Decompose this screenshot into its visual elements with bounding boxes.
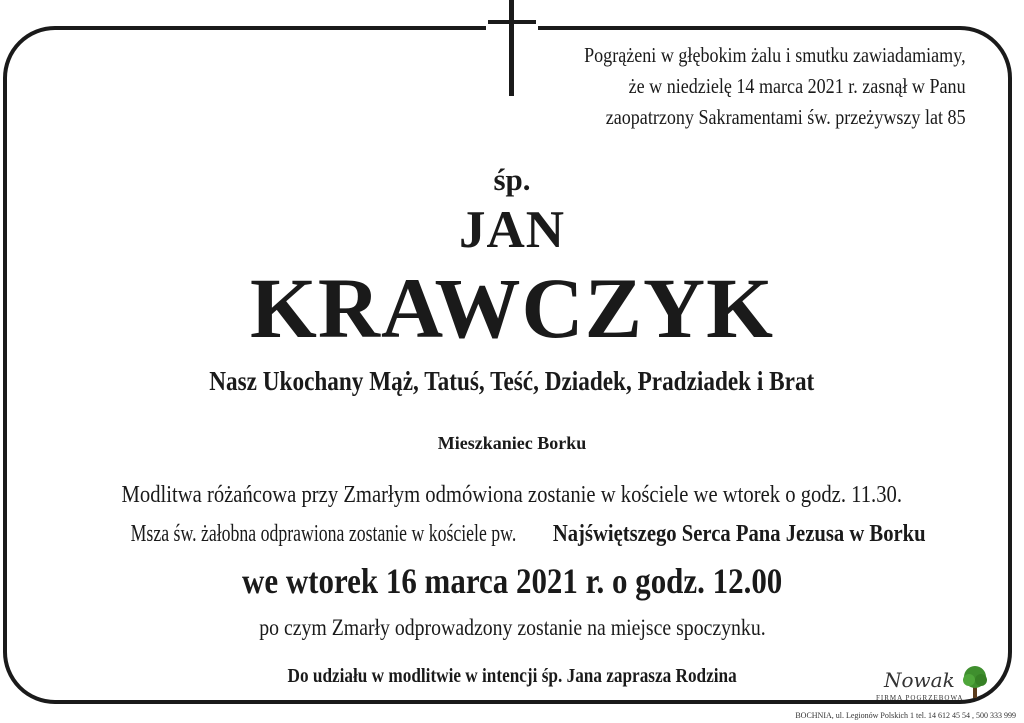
mass-date: [0, 560, 1024, 602]
deceased-last-name: KRAWCZYK: [249, 260, 775, 356]
tree-icon: [960, 664, 990, 700]
cross-icon: [509, 0, 514, 96]
mass-info-text: Msza św. żałobna odprawiona zostanie w kościele pw.: [130, 521, 516, 547]
cross-icon-bar: [488, 20, 536, 24]
deceased-first-name: JAN: [458, 201, 566, 259]
family-relations-text: Nasz Ukochany Mąż, Tatuś, Teść, Dziadek, Pradziadek i Brat: [209, 366, 815, 396]
mass-info: [0, 521, 1024, 548]
church-name: Najświętszego Serca Pana Jezusa w Borku: [552, 521, 926, 547]
residence: Mieszkaniec Borku: [437, 433, 587, 453]
deceased-prefix: śp.: [493, 162, 531, 197]
prayer-info-text: Modlitwa różańcowa przy Zmarłym odmówiona zostanie w kościele we wtorek o godz. 11.30.: [121, 482, 903, 508]
intro-line-1: Pogrążeni w głębokim żalu i smutku zawiadamiamy,: [584, 43, 966, 67]
invitation: [0, 665, 1024, 688]
prayer-info: [0, 482, 1024, 509]
funeral-home-logo-name: Nowak: [884, 668, 955, 692]
mass-date-text: we wtorek 16 marca 2021 r. o godz. 12.00: [241, 561, 783, 601]
intro-line-2: że w niedzielę 14 marca 2021 r. zasnął w Panu: [629, 74, 966, 98]
invitation-text: Do udziału w modlitwie w intencji śp. Jana zaprasza Rodzina: [287, 665, 737, 687]
procession-info: [0, 615, 1024, 641]
procession-info-text: po czym Zmarły odprowadzony zostanie na miejsce spoczynku.: [258, 615, 766, 640]
funeral-home-address: BOCHNIA, ul. Legionów Polskich 1 tel. 14 612 45 54 , 500 333 999: [795, 711, 1016, 720]
funeral-home-logo-subtitle: FIRMA POGRZEBOWA: [876, 694, 964, 702]
intro-line-3: zaopatrzony Sakramentami św. przeżywszy lat 85: [606, 105, 966, 129]
family-relations: [0, 366, 1024, 397]
announcement-intro: [584, 40, 966, 133]
